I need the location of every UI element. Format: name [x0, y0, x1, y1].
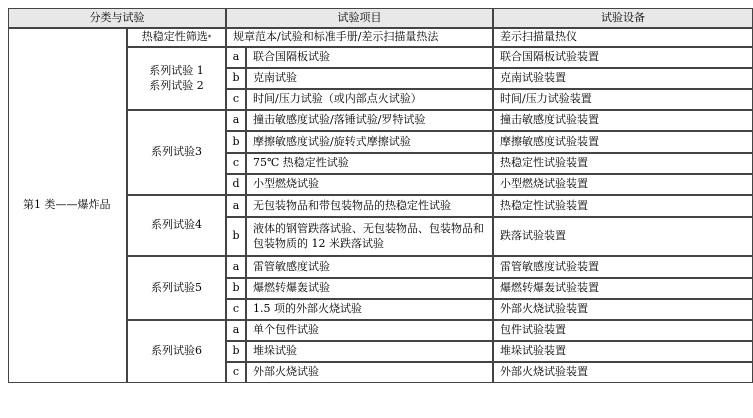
test-equipment: 爆燃转爆轰试验装置 — [493, 278, 753, 299]
header-category: 分类与试验 — [8, 8, 226, 28]
test-item: 摩擦敏感度试验/旋转式摩擦试验 — [246, 131, 493, 153]
test-series-name: 热稳定性筛选 * — [127, 28, 226, 47]
test-letter: b — [226, 217, 246, 256]
test-series-label: 热稳定性筛选 — [141, 30, 208, 44]
test-series-name — [127, 256, 226, 320]
header-item: 试验项目 — [226, 8, 493, 28]
test-equipment: 包件试验装置 — [493, 320, 753, 341]
test-item: 联合国隔板试验 — [246, 47, 493, 68]
test-series-label: 系列试验4 — [151, 218, 202, 232]
test-item: 时间/压力试验（或内部点火试验） — [246, 89, 493, 110]
test-item: 液体的钢管跌落试验、无包装物品、包装物品和包装物质的 12 米跌落试验 — [246, 217, 493, 256]
test-item: 规章范本/试验和标准手册/差示扫描量热法 — [226, 28, 493, 47]
test-letter: b — [226, 131, 246, 153]
test-item: 堆垛试验 — [246, 341, 493, 362]
test-letter: a — [226, 110, 246, 131]
test-equipment: 差示扫描量热仪 — [493, 28, 753, 47]
test-item: 1.5 项的外部火烧试验 — [246, 299, 493, 320]
test-equipment: 外部火烧试验装置 — [493, 362, 753, 383]
test-item: 外部火烧试验 — [246, 362, 493, 383]
test-series-name — [127, 320, 226, 383]
test-equipment: 热稳定性试验装置 — [493, 153, 753, 174]
test-letter: b — [226, 68, 246, 89]
test-item: 单个包件试验 — [246, 320, 493, 341]
test-equipment: 克南试验装置 — [493, 68, 753, 89]
test-equipment: 时间/压力试验装置 — [493, 89, 753, 110]
test-series-label: 系列试验3 — [151, 145, 202, 159]
test-item: 克南试验 — [246, 68, 493, 89]
test-letter: c — [226, 153, 246, 174]
test-series-name — [127, 110, 226, 195]
test-classification-table — [8, 8, 753, 408]
test-letter: b — [226, 278, 246, 299]
test-equipment: 雷管敏感度试验装置 — [493, 256, 753, 278]
test-equipment: 热稳定性试验装置 — [493, 195, 753, 217]
test-letter: c — [226, 362, 246, 383]
test-letter: c — [226, 299, 246, 320]
test-letter: a — [226, 47, 246, 68]
test-letter: a — [226, 195, 246, 217]
test-series-name — [127, 47, 226, 110]
test-item: 雷管敏感度试验 — [246, 256, 493, 278]
test-equipment: 外部火烧试验装置 — [493, 299, 753, 320]
test-letter: a — [226, 256, 246, 278]
test-series-label: 系列试验5 — [151, 280, 202, 294]
test-letter: b — [226, 341, 246, 362]
test-series-label: 系列试验6 — [151, 344, 202, 358]
test-equipment: 撞击敏感度试验装置 — [493, 110, 753, 131]
test-item: 75℃ 热稳定性试验 — [246, 153, 493, 174]
header-equipment: 试验设备 — [493, 8, 753, 28]
test-item: 无包装物品和带包装物品的热稳定性试验 — [246, 195, 493, 217]
test-equipment: 联合国隔板试验装置 — [493, 47, 753, 68]
test-letter: c — [226, 89, 246, 110]
test-equipment: 小型燃烧试验装置 — [493, 174, 753, 195]
test-letter: a — [226, 320, 246, 341]
test-item: 撞击敏感度试验/落锤试验/罗特试验 — [246, 110, 493, 131]
test-series-name — [127, 195, 226, 256]
hazard-class-label: 第1 类——爆炸品 — [8, 28, 127, 383]
test-equipment: 跌落试验装置 — [493, 217, 753, 256]
test-series-label: 系列试验 1 系列试验 2 — [149, 63, 204, 92]
test-item: 爆燃转爆轰试验 — [246, 278, 493, 299]
test-letter: d — [226, 174, 246, 195]
test-equipment: 堆垛试验装置 — [493, 341, 753, 362]
test-item: 小型燃烧试验 — [246, 174, 493, 195]
test-equipment: 摩擦敏感度试验装置 — [493, 131, 753, 153]
